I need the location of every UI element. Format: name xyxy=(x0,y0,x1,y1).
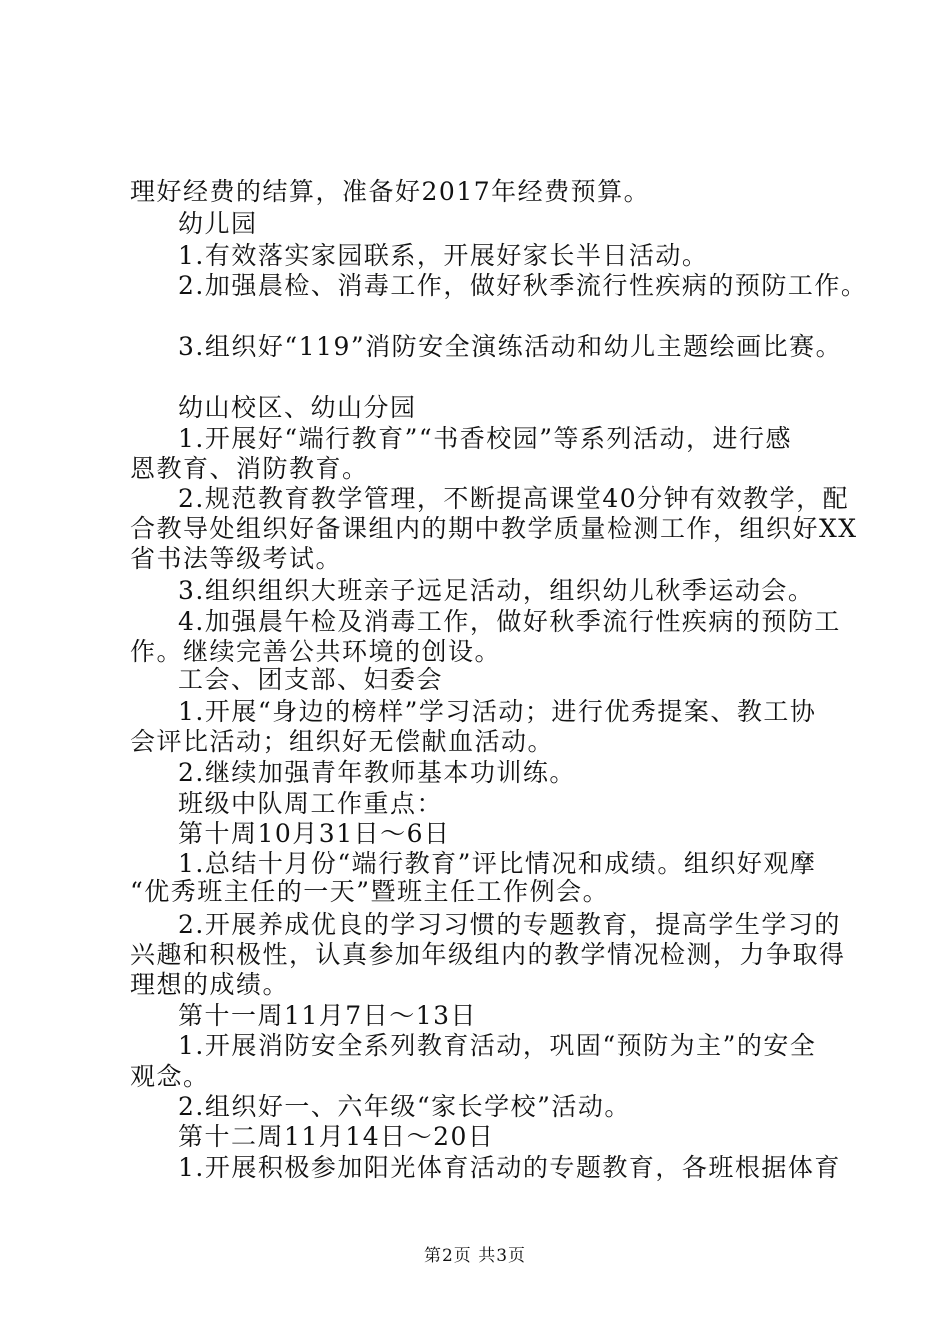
section-heading: 班级中队周工作重点： xyxy=(178,789,444,818)
body-text-line: 合教导处组织好备课组内的期中教学质量检测工作，组织好XX xyxy=(130,514,858,543)
body-text-line: 1.有效落实家园联系，开展好家长半日活动。 xyxy=(178,241,709,270)
body-text-line: 3.组织组织大班亲子远足活动，组织幼儿秋季运动会。 xyxy=(178,576,815,605)
section-heading: 幼山校区、幼山分园 xyxy=(178,393,417,422)
body-text-line: 作。继续完善公共环境的创设。 xyxy=(130,637,502,666)
body-text-line: 省书法等级考试。 xyxy=(130,544,343,573)
body-text-line: 2.规范教育教学管理，不断提高课堂40分钟有效教学，配 xyxy=(178,484,850,513)
section-heading: 工会、团支部、妇委会 xyxy=(178,665,444,694)
body-text-line: 理好经费的结算，准备好2017年经费预算。 xyxy=(130,177,651,206)
body-text-line: 2.开展养成优良的学习习惯的专题教育，提高学生学习的 xyxy=(178,910,841,939)
body-text-line: 3.组织好“119”消防安全演练活动和幼儿主题绘画比赛。 xyxy=(178,332,843,361)
body-text-line: 1.开展“身边的榜样”学习活动；进行优秀提案、教工协 xyxy=(178,697,817,726)
body-text-line: 观念。 xyxy=(130,1062,210,1091)
body-text-line: 2.组织好一、六年级“家长学校”活动。 xyxy=(178,1092,631,1121)
body-text-line: 1.开展消防安全系列教育活动，巩固“预防为主”的安全 xyxy=(178,1031,817,1060)
body-text-line: 理想的成绩。 xyxy=(130,970,290,999)
week-heading: 第十二周11月14日～20日 xyxy=(178,1122,495,1151)
body-text-line: 1.开展好“端行教育”“书香校园”等系列活动，进行感 xyxy=(178,424,792,453)
body-text-line: “优秀班主任的一天”暨班主任工作例会。 xyxy=(130,877,610,906)
body-text-line: 恩教育、消防教育。 xyxy=(130,454,369,483)
week-heading: 第十一周11月7日～13日 xyxy=(178,1001,478,1030)
week-heading: 第十周10月31日～6日 xyxy=(178,819,451,848)
body-text-line: 4.加强晨午检及消毒工作，做好秋季流行性疾病的预防工 xyxy=(178,607,841,636)
page-number-footer: 第2页 共3页 xyxy=(423,1246,527,1266)
body-text-line: 兴趣和积极性，认真参加年级组内的教学情况检测，力争取得 xyxy=(130,940,846,969)
section-heading: 幼儿园 xyxy=(178,209,258,238)
body-text-line: 会评比活动；组织好无偿献血活动。 xyxy=(130,727,555,756)
body-text-line: 1.开展积极参加阳光体育活动的专题教育，各班根据体育 xyxy=(178,1153,841,1182)
body-text-line: 2.加强晨检、消毒工作，做好秋季流行性疾病的预防工作。 xyxy=(178,271,868,300)
body-text-line: 2.继续加强青年教师基本功训练。 xyxy=(178,758,576,787)
body-text-line: 1.总结十月份“端行教育”评比情况和成绩。组织好观摩 xyxy=(178,849,817,878)
